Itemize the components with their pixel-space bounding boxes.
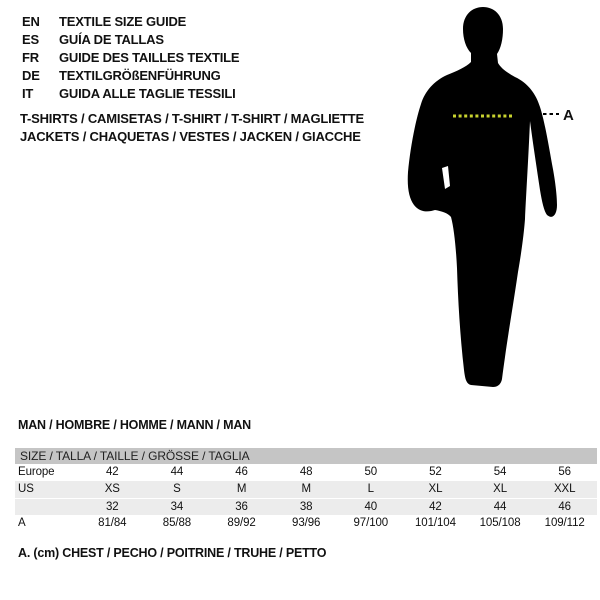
table-row-chest [15, 515, 597, 532]
size-cell: 40 [364, 501, 378, 513]
category-list [20, 110, 364, 146]
language-code: EN [22, 14, 40, 29]
table-row-europe [15, 464, 597, 481]
language-list [22, 13, 239, 103]
size-cell: 81/84 [98, 517, 127, 529]
language-label: TEXTILGRÖßENFÜHRUNG [59, 68, 221, 83]
language-label: GUÍA DE TALLAS [59, 32, 164, 47]
size-cell: 44 [493, 501, 507, 513]
size-cell: 32 [106, 501, 119, 513]
size-cell: 36 [235, 501, 248, 513]
size-cell: 42 [106, 466, 119, 478]
man-silhouette-figure [395, 0, 600, 400]
size-cell: M [236, 483, 247, 495]
size-cell: XL [493, 483, 507, 495]
size-cell: 52 [429, 466, 442, 478]
language-row [22, 85, 239, 103]
size-cell: 89/92 [227, 517, 256, 529]
size-table [15, 448, 597, 532]
language-label: TEXTILE SIZE GUIDE [59, 14, 187, 29]
size-cell: XL [428, 483, 443, 495]
man-silhouette [408, 7, 557, 387]
category-line-tshirts: T-SHIRTS / CAMISETAS / T-SHIRT / T-SHIRT / MAGLIETTE [20, 111, 364, 126]
size-cell: 85/88 [162, 517, 192, 529]
row-label: US [18, 483, 34, 495]
size-cell: XXL [553, 483, 576, 495]
size-cell: 101/104 [415, 517, 456, 529]
table-row-numeric [15, 498, 597, 515]
size-cell: 42 [429, 501, 442, 513]
size-cell: 34 [170, 501, 184, 513]
size-cell: 50 [364, 466, 378, 478]
size-cell: 46 [235, 466, 248, 478]
size-cell: 44 [170, 466, 184, 478]
chest-footnote: A. (cm) CHEST / PECHO / POITRINE / TRUHE / PETTO [18, 546, 327, 560]
language-code: ES [22, 32, 39, 47]
language-row [22, 67, 239, 85]
language-row [22, 49, 239, 67]
size-cell: 56 [558, 466, 571, 478]
size-cell: XS [104, 483, 120, 495]
language-label: GUIDE DES TAILLES TEXTILE [59, 50, 240, 65]
size-cell: 97/100 [353, 517, 389, 529]
language-row [22, 31, 239, 49]
man-caption: MAN / HOMBRE / HOMME / MANN / MAN [18, 418, 251, 432]
language-code: IT [22, 86, 34, 101]
size-cell: 54 [493, 466, 507, 478]
size-cell: 105/108 [479, 517, 521, 529]
table-header: SIZE / TALLA / TAILLE / GRÖSSE / TAGLIA [15, 448, 597, 464]
table-row-us [15, 481, 597, 498]
size-cell: 46 [558, 501, 571, 513]
size-cell: S [173, 483, 181, 495]
row-label: A [18, 517, 26, 529]
language-label: GUIDA ALLE TAGLIE TESSILI [59, 86, 236, 101]
language-code: FR [22, 50, 39, 65]
language-code: DE [22, 68, 40, 83]
size-cell: 109/112 [544, 517, 585, 529]
row-label [15, 499, 80, 515]
language-row [22, 13, 239, 31]
size-cell: 93/96 [292, 517, 321, 529]
size-cell: 48 [299, 466, 313, 478]
category-line-jackets: JACKETS / CHAQUETAS / VESTES / JACKEN / GIACCHE [20, 129, 361, 144]
size-cell: M [301, 483, 311, 495]
size-cell: L [367, 483, 374, 495]
size-cell: 38 [299, 501, 313, 513]
row-label: Europe [18, 466, 55, 478]
measure-label-a: A [563, 107, 574, 124]
